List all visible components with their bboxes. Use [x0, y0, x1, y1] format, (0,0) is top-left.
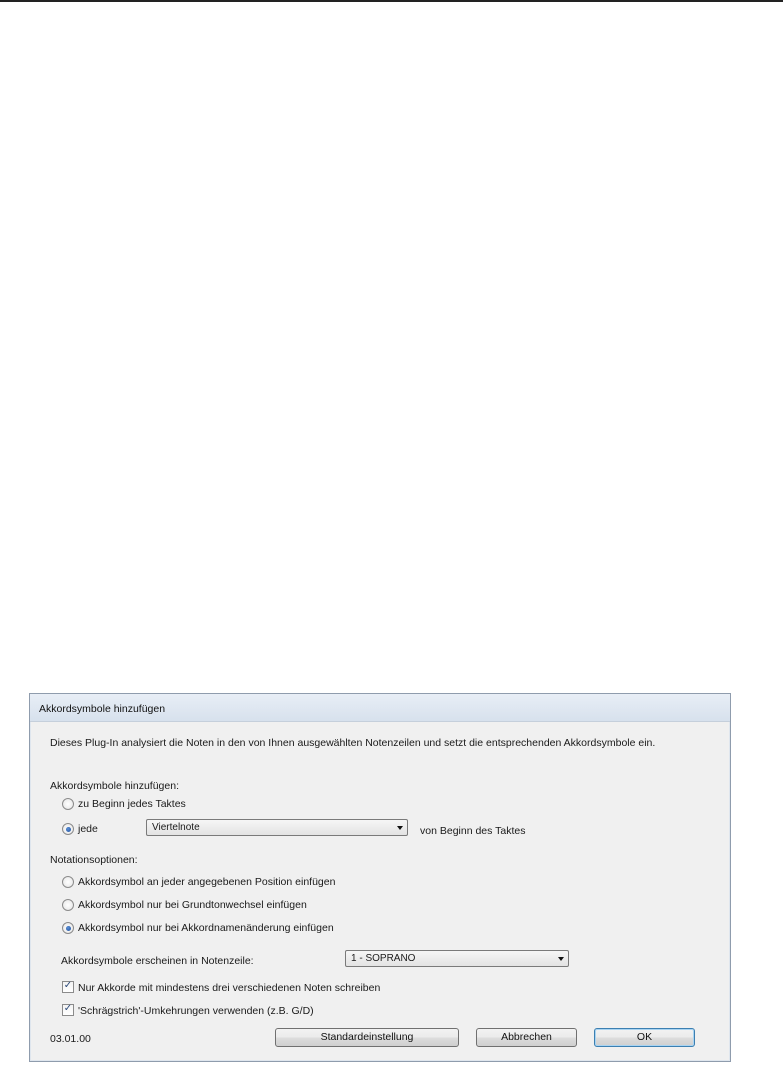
staff-label: Akkordsymbole erscheinen in Notenzeile:	[61, 955, 254, 967]
version-label: 03.01.00	[50, 1033, 91, 1045]
radio-every-label[interactable]: jede	[78, 823, 98, 835]
radio-root-change-label[interactable]: Akkordsymbol nur bei Grundtonwechsel einfügen	[78, 899, 307, 911]
checkbox-slash-inversions[interactable]	[62, 1004, 74, 1016]
duration-select[interactable]	[146, 819, 408, 836]
checkbox-three-notes-label[interactable]: Nur Akkorde mit mindestens drei verschiedenen Noten schreiben	[78, 982, 381, 994]
radio-every-position-label[interactable]: Akkordsymbol an jeder angegebenen Position einfügen	[78, 876, 336, 888]
radio-every[interactable]	[62, 823, 74, 835]
radio-each-bar[interactable]	[62, 798, 74, 810]
add-section-label: Akkordsymbole hinzufügen:	[50, 780, 179, 792]
radio-chord-name-change-label[interactable]: Akkordsymbol nur bei Akkordnamenänderung einfügen	[78, 922, 334, 934]
cancel-button[interactable]: Abbrechen	[476, 1028, 577, 1047]
radio-chord-name-change[interactable]	[62, 922, 74, 934]
radio-root-change[interactable]	[62, 899, 74, 911]
checkmark-icon: ✓	[63, 980, 73, 991]
checkmark-icon: ✓	[63, 1003, 73, 1014]
page-top-rule	[0, 0, 783, 2]
staff-select[interactable]	[345, 950, 569, 967]
chevron-down-icon	[558, 957, 564, 961]
chevron-down-icon	[397, 826, 403, 830]
checkbox-three-notes[interactable]	[62, 981, 74, 993]
staff-select-value: 1 - SOPRANO	[351, 953, 416, 964]
add-chord-symbols-dialog	[29, 693, 731, 1062]
from-bar-start-label: von Beginn des Taktes	[420, 825, 526, 837]
dialog-title: Akkordsymbole hinzufügen	[39, 703, 166, 715]
notation-options-label: Notationsoptionen:	[50, 854, 138, 866]
radio-every-position[interactable]	[62, 876, 74, 888]
defaults-button[interactable]: Standardeinstellung	[275, 1028, 459, 1047]
duration-select-value: Viertelnote	[152, 822, 200, 833]
radio-each-bar-label[interactable]: zu Beginn jedes Taktes	[78, 798, 186, 810]
dialog-title-bar[interactable]	[30, 694, 730, 722]
dialog-description: Dieses Plug-In analysiert die Noten in den von Ihnen ausgewählten Notenzeilen und setzt die entsprechenden Akkordsymbole ein.	[50, 737, 656, 749]
ok-button[interactable]: OK	[594, 1028, 695, 1047]
checkbox-slash-inversions-label[interactable]: 'Schrägstrich'-Umkehrungen verwenden (z.B. G/D)	[78, 1005, 314, 1017]
